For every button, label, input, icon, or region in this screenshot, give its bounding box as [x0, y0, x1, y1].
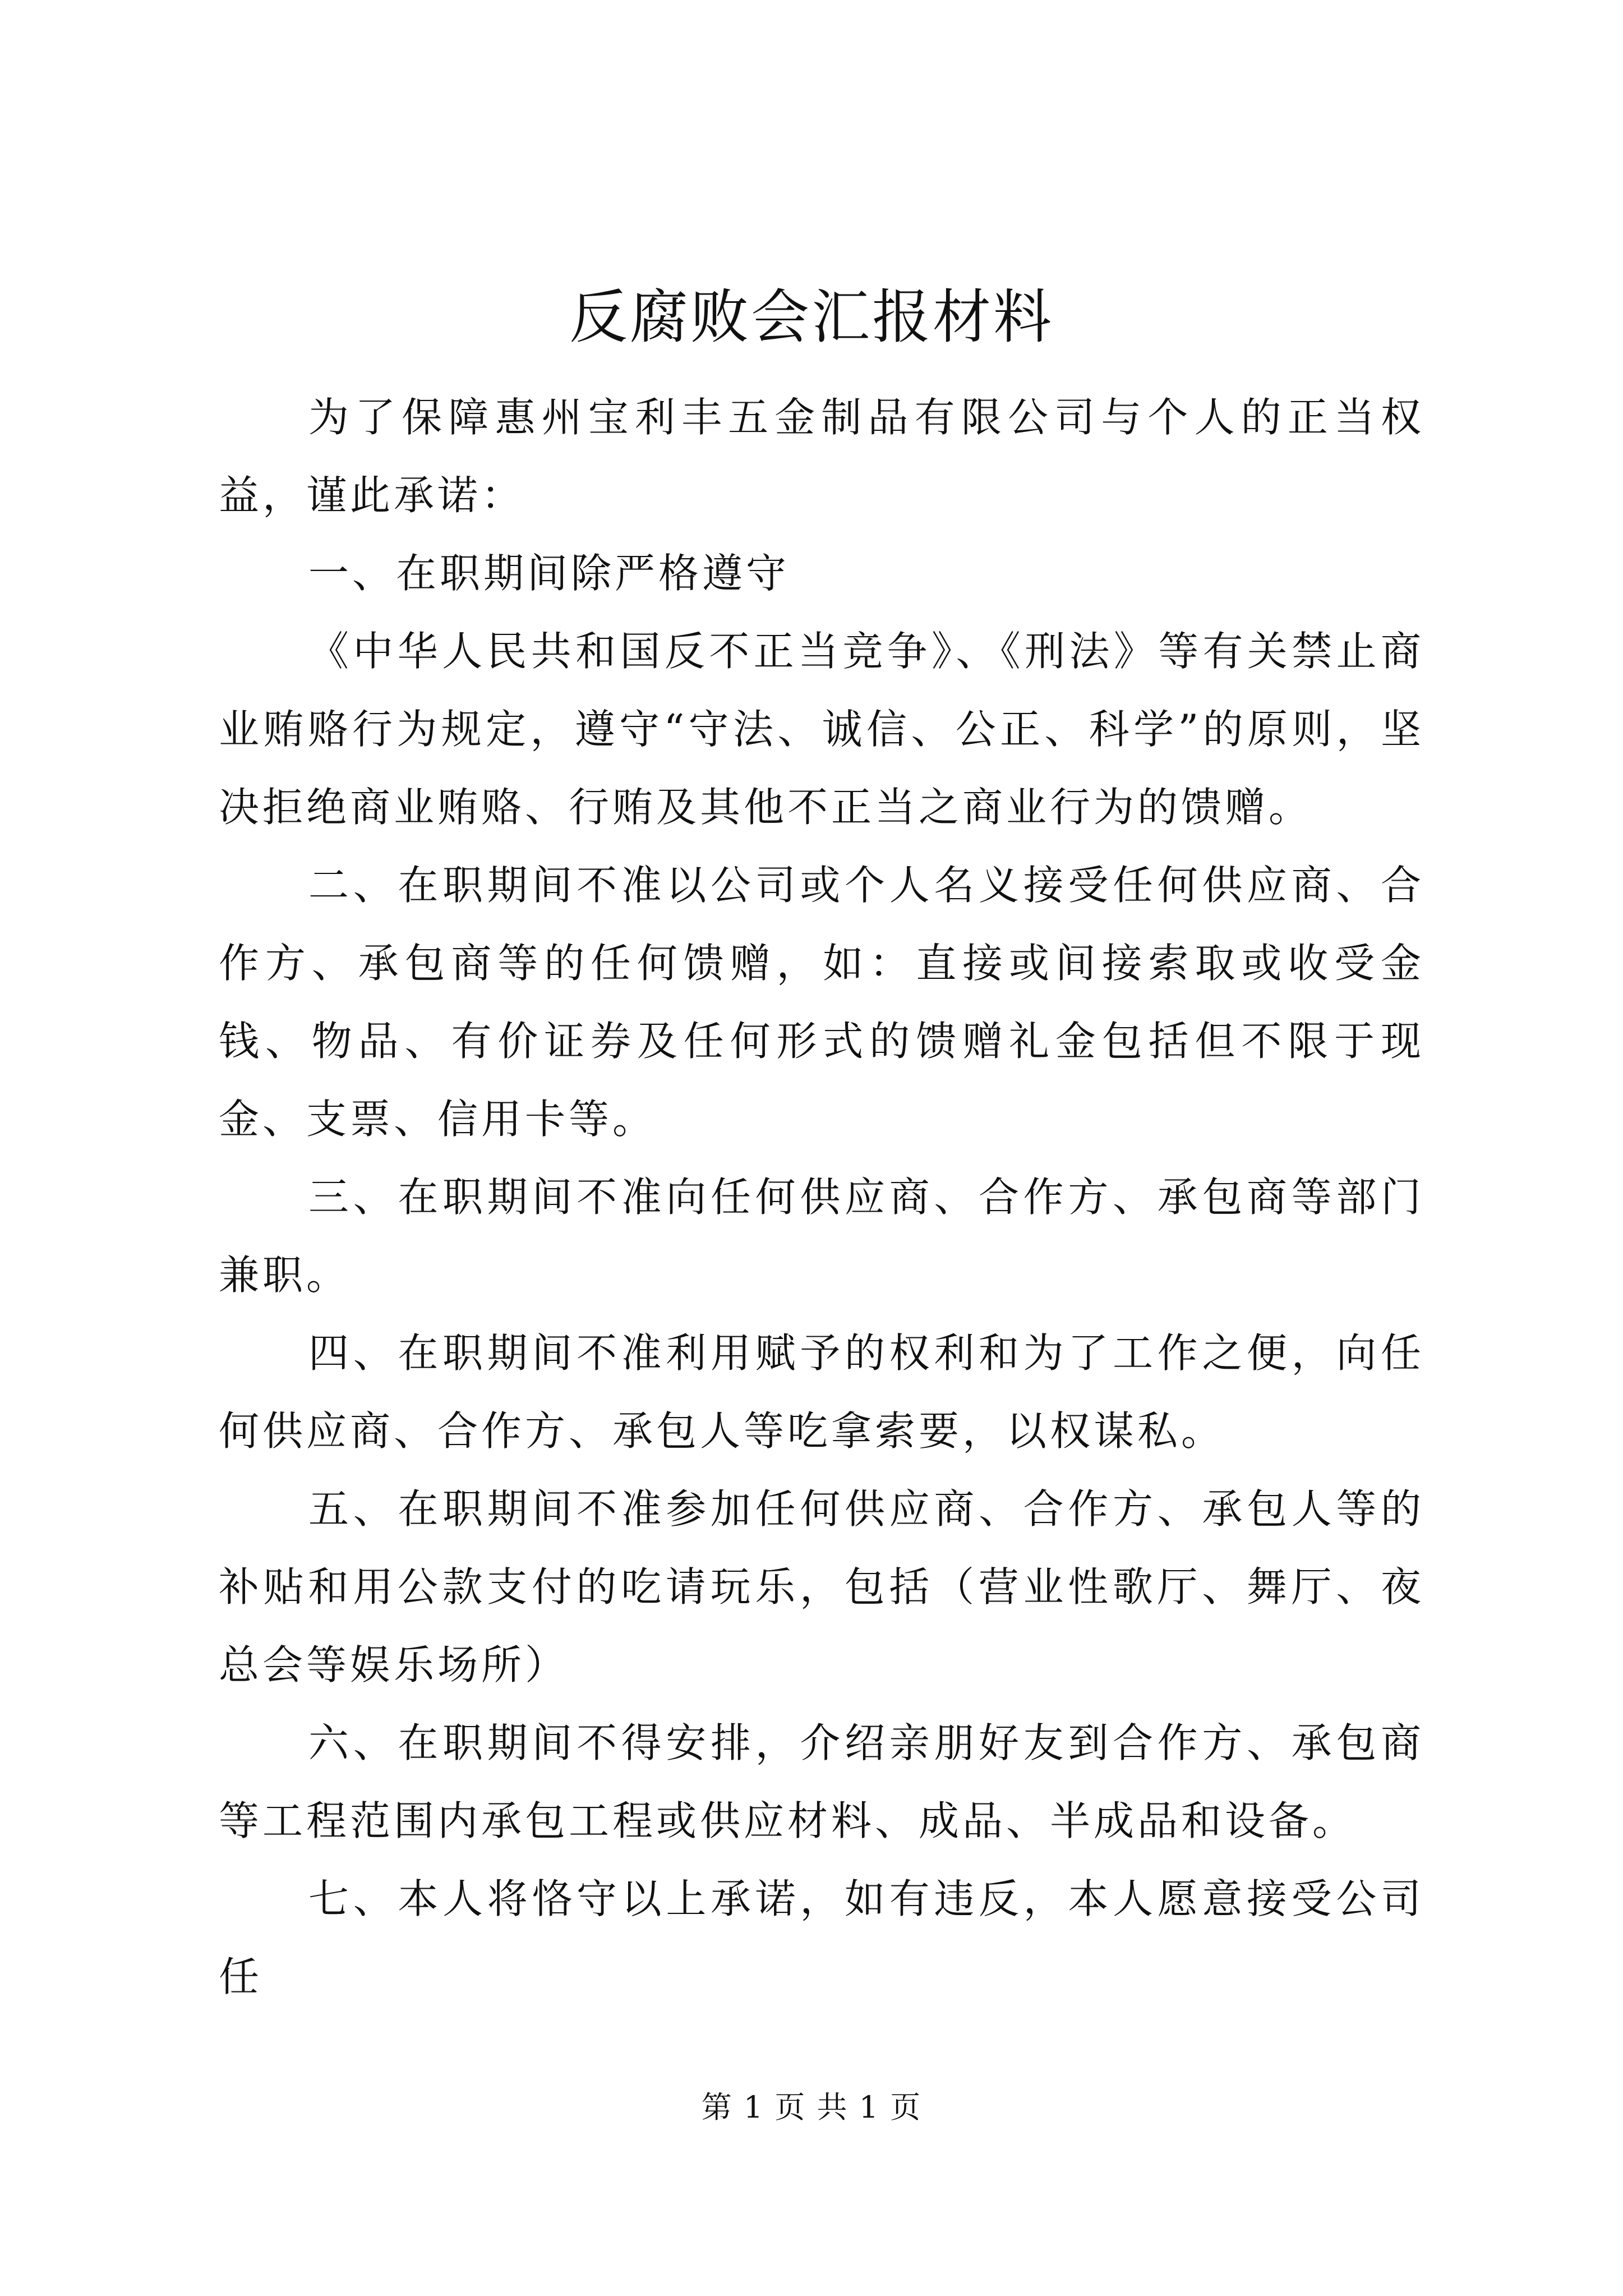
- paragraph-intro: 为了保障惠州宝利丰五金制品有限公司与个人的正当权益，谨此承诺：: [219, 394, 1424, 519]
- document-title: 反腐败会汇报材料: [569, 283, 1054, 351]
- paragraph-item-1: 一、在职期间除严格遵守: [308, 550, 790, 597]
- paragraph-item-4: 四、在职期间不准利用赋予的权利和为了工作之便，向任何供应商、合作方、承包人等吃拿索要，以权谋私。: [219, 1329, 1424, 1455]
- paragraph-item-6: 六、在职期间不得安排，介绍亲朋好友到合作方、承包商等工程范围内承包工程或供应材料、成品、半成品和设备。: [219, 1719, 1424, 1844]
- paragraph-item-3: 三、在职期间不准向任何供应商、合作方、承包商等部门兼职。: [219, 1174, 1424, 1299]
- paragraph-item-2: 二、在职期间不准以公司或个人名义接受任何供应商、合作方、承包商等的任何馈赠，如：直接或间接索取或收受金钱、物品、有价证券及任何形式的馈赠礼金包括但不限于现金、支票、信用卡等。: [219, 862, 1424, 1143]
- paragraph-item-1-continued: 《中华人民共和国反不正当竞争》、《刑法》等有关禁止商业贿赂行为规定，遵守“守法、诚信、公正、科学”的原则，坚决拒绝商业贿赂、行贿及其他不正当之商业行为的馈赠。: [219, 628, 1424, 831]
- page-footer: 第 1 页 共 1 页: [701, 2090, 922, 2125]
- paragraph-item-7: 七、本人将恪守以上承诺，如有违反，本人愿意接受公司任: [219, 1875, 1424, 2000]
- document-body: [219, 379, 1424, 2016]
- paragraph-item-5: 五、在职期间不准参加任何供应商、合作方、承包人等的补贴和用公款支付的吃请玩乐，包括（营业性歌厅、舞厅、夜总会等娱乐场所）: [219, 1485, 1424, 1688]
